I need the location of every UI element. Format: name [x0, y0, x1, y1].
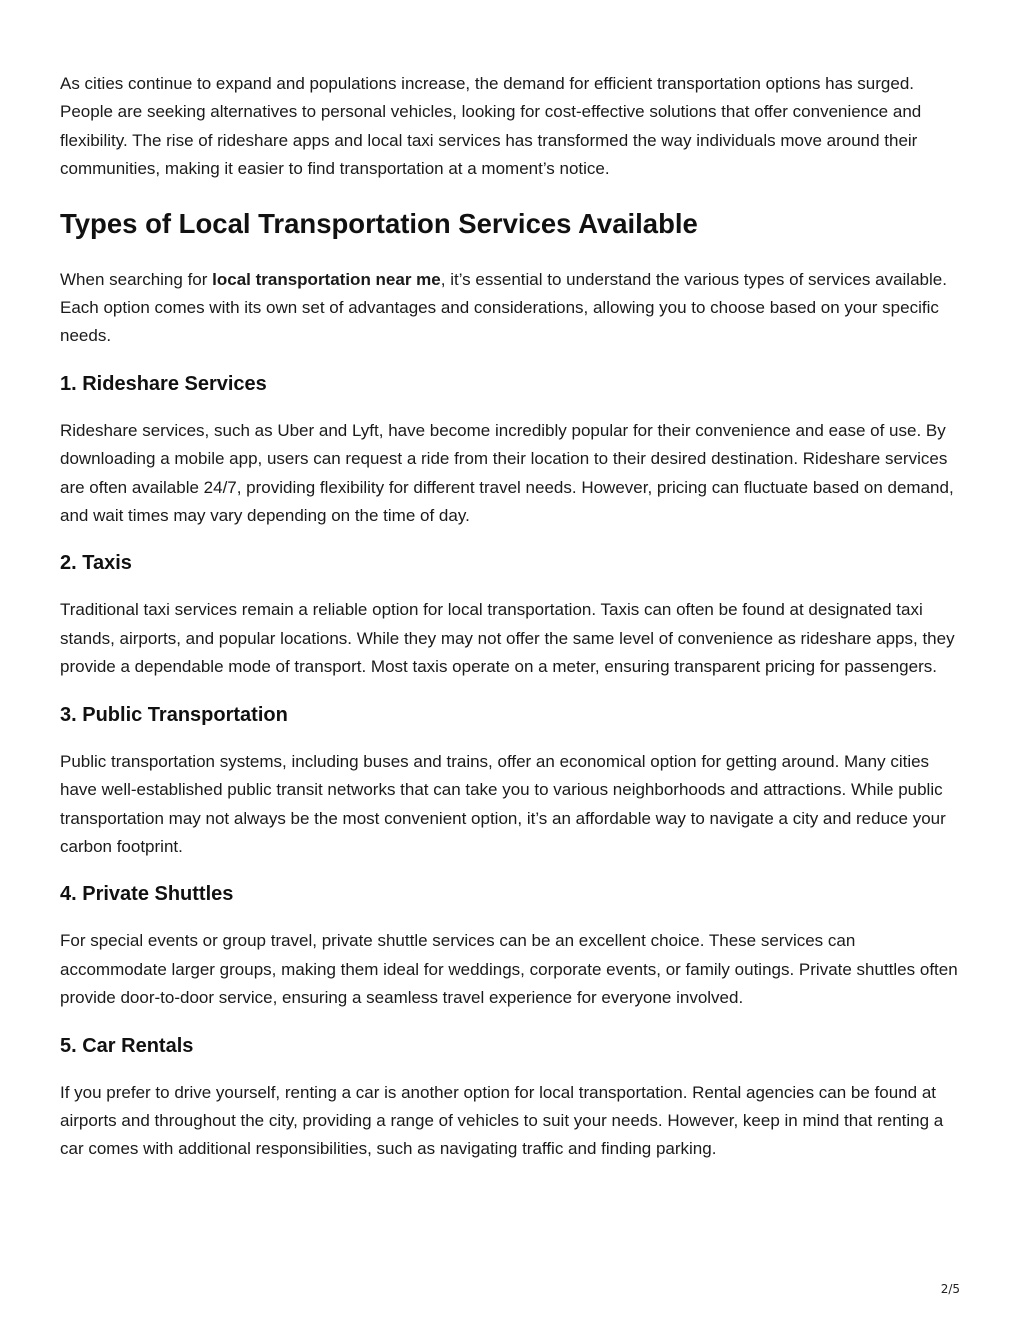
item-heading-car-rentals: 5. Car Rentals: [60, 1034, 194, 1057]
item-body-public-transportation: Public transportation systems, including buses and trains, offer an economical option for getting around. Many cities have well-established public transit networks that can take you to various neighborhoods and attractions. While public transportation may not always be the most convenient option, it’s an affordable way to navigate a city and reduce your carbon footprint.: [60, 751, 946, 856]
item-body-taxis: Traditional taxi services remain a reliable option for local transportation. Taxis can often be found at designated taxi stands, airports, and popular locations. While they may not offer the same level of convenience as rideshare apps, they provide a dependable mode of transport. Most taxis operate on a meter, ensuring transparent pricing for passengers.: [60, 600, 955, 677]
item-body-car-rentals: If you prefer to drive yourself, renting a car is another option for local transportation. Rental agencies can be found at airports and throughout the city, providing a range of vehicles to suit your needs. However, keep in mind that renting a car comes with additional responsibilities, such as navigating traffic and finding parking.: [60, 1082, 944, 1159]
section-heading: Types of Local Transportation Services Available: [60, 207, 698, 239]
section-lead-paragraph: [60, 266, 964, 351]
item-body-rideshare: Rideshare services, such as Uber and Lyft, have become incredibly popular for their convenience and ease of use. By downloading a mobile app, users can request a ride from their location to their desired destination. Rideshare services are often available 24/7, providing flexibility for different travel needs. However, pricing can fluctuate based on demand, and wait times may vary depending on the time of day.: [60, 420, 954, 526]
item-heading-rideshare: 1. Rideshare Services: [60, 372, 267, 395]
lead-text-after: , it’s essential to understand the various types of services available. Each option comes with its own set of advantages and considerations, allowing you to choose based on your specific needs.: [60, 269, 947, 346]
item-heading-taxis: 2. Taxis: [60, 552, 132, 575]
item-heading-public-transportation: 3. Public Transportation: [60, 703, 288, 726]
item-body-private-shuttles: For special events or group travel, private shuttle services can be an excellent choice. These services can accommodate larger groups, making them ideal for weddings, corporate events, or family outings. Private shuttles often provide door-to-door service, ensuring a seamless travel experience for everyone involved.: [60, 931, 958, 1008]
intro-paragraph: As cities continue to expand and populations increase, the demand for efficient transportation options has surged. People are seeking alternatives to personal vehicles, looking for cost-effective solutions that offer convenience and flexibility. The rise of rideshare apps and local taxi services has transformed the way individuals move around their communities, making it easier to find transportation at a moment’s notice.: [60, 74, 922, 179]
document-page: [60, 70, 964, 1164]
item-heading-private-shuttles: 4. Private Shuttles: [60, 883, 234, 906]
lead-text-before: When searching for: [60, 269, 213, 289]
page-number: 2/5: [940, 1282, 960, 1296]
lead-keyword: local transportation near me: [212, 269, 441, 289]
